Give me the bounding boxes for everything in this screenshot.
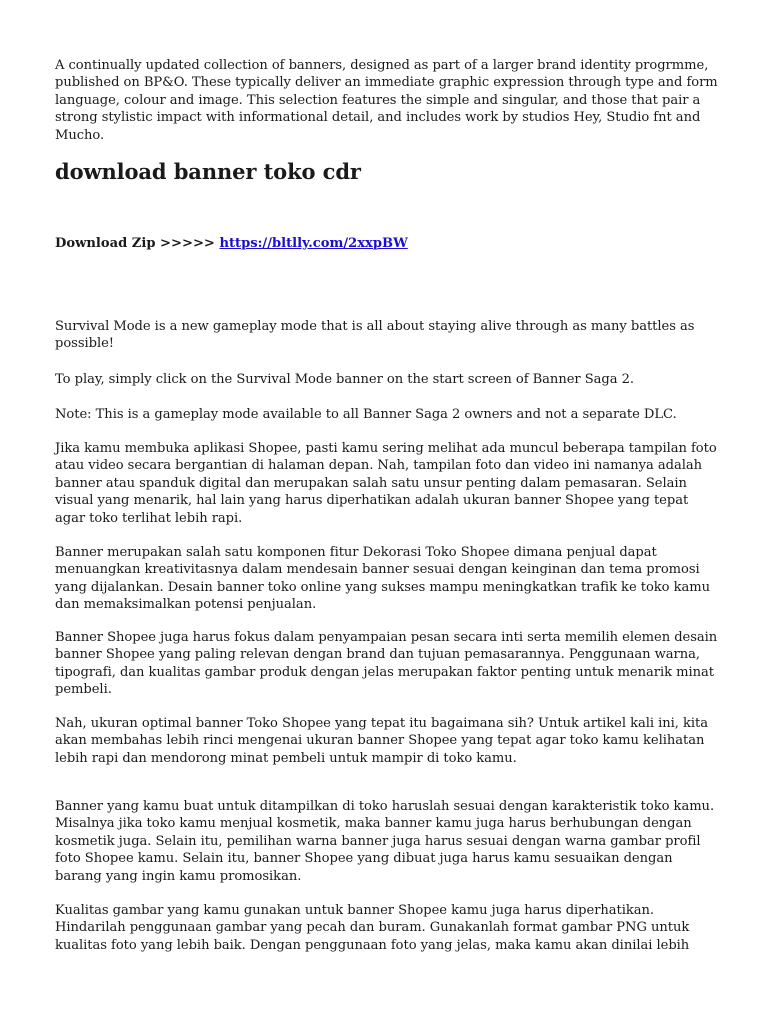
body-paragraph: Banner yang kamu buat untuk ditampilkan di toko haruslah sesuai dengan karakteristik toko kamu. Misalnya jika toko kamu menjual kosmetik, maka banner kamu juga harus berhubungan dengan kosmetik juga. Selain itu, pemilihan warna banner juga harus sesuai dengan warna gambar profil foto Shopee kamu. Selain itu, banner Shopee yang dibuat juga harus kamu sesuaikan dengan barang yang ingin kamu promosikan.	[55, 799, 715, 884]
body-paragraph: Kualitas gambar yang kamu gunakan untuk banner Shopee kamu juga harus diperhatikan. Hindarilah penggunaan gambar yang pecah dan buram. Gunakanlah format gambar PNG untuk kualitas foto yang lebih baik. Dengan penggunaan foto yang jelas, maka kamu akan dinilai lebih	[55, 903, 690, 953]
body-paragraph: Nah, ukuran optimal banner Toko Shopee yang tepat itu bagaimana sih? Untuk artikel kali ini, kita akan membahas lebih rinci mengenai ukuran banner Shopee yang tepat agar toko kamu kelihatan lebih rapi dan mendorong minat pembeli untuk mampir di toko kamu.	[55, 716, 709, 766]
body-paragraph: Banner Shopee juga harus fokus dalam penyampaian pesan secara inti serta memilih elemen desain banner Shopee yang paling relevan dengan brand dan tujuan pemasarannya. Penggunaan warna, tipografi, dan kualitas gambar produk dengan jelas merupakan faktor penting untuk menarik minat pembeli.	[55, 630, 718, 698]
body-paragraph: Banner merupakan salah satu komponen fitur Dekorasi Toko Shopee dimana penjual dapat menuangkan kreativitasnya dalam mendesain banner sesuai dengan keinginan dan tema promosi yang dijalankan. Desain banner toko online yang sukses mampu meningkatkan trafik ke toko kamu dan memaksimalkan potensi penjualan.	[55, 545, 711, 613]
body-paragraph: Jika kamu membuka aplikasi Shopee, pasti kamu sering melihat ada muncul beberapa tampilan foto atau video secara bergantian di halaman depan. Nah, tampilan foto dan video ini namanya adalah banner atau spanduk digital dan merupakan salah satu unsur penting dalam pemasaran. Selain visual yang menarik, hal lain yang harus diperhatikan adalah ukuran banner Shopee yang tepat agar toko terlihat lebih rapi.	[55, 441, 717, 526]
page-title: download banner toko cdr	[55, 159, 361, 184]
body-paragraph: Survival Mode is a new gameplay mode that is all about staying alive through as many battles as possible!	[55, 319, 695, 352]
intro-paragraph: A continually updated collection of banners, designed as part of a larger brand identity progrmme, published on BP&O. These typically deliver an immediate graphic expression through type and form language, colour and image. This selection features the simple and singular, and those that pair a strong stylistic impact with informational detail, and includes work by studios Hey, Studio fnt and Mucho.	[55, 58, 718, 143]
download-line	[55, 235, 408, 252]
download-label: Download Zip >>>>>	[55, 236, 220, 251]
body-paragraph: Note: This is a gameplay mode available to all Banner Saga 2 owners and not a separate DLC.	[55, 407, 677, 422]
download-link[interactable]: https://bltlly.com/2xxpBW	[219, 236, 408, 251]
body-paragraph: To play, simply click on the Survival Mode banner on the start screen of Banner Saga 2.	[55, 372, 634, 387]
